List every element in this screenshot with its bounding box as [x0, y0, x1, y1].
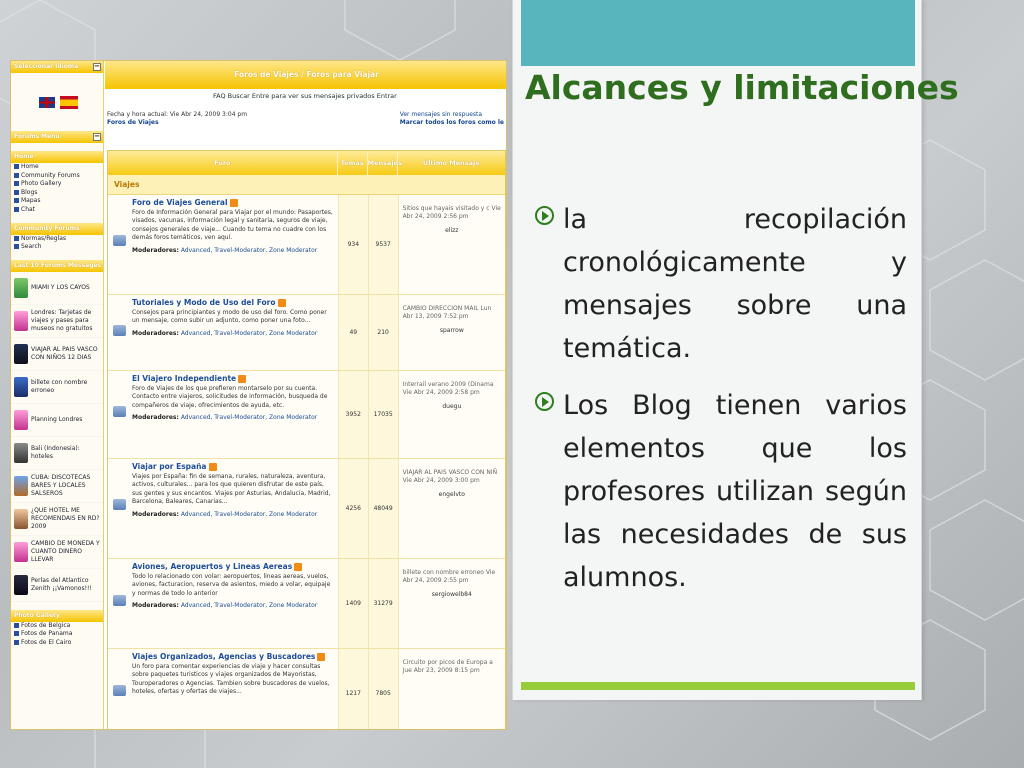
- rss-icon[interactable]: [238, 375, 246, 383]
- last-post-user[interactable]: duegu: [442, 403, 462, 410]
- menu-heading: [11, 131, 103, 143]
- sidebar-item-community-forums[interactable]: [11, 172, 103, 181]
- forum-moderators: [132, 602, 335, 609]
- sidebar-item-label: Fotos de El Cairo: [21, 638, 72, 646]
- bullet-icon: [14, 181, 19, 186]
- column-header-last-post: Último Mensaje: [422, 159, 480, 167]
- forum-screenshot: [10, 60, 507, 730]
- avatar: [14, 476, 28, 496]
- sidebar-item-label: Chat: [21, 205, 36, 213]
- last-post-text[interactable]: CAMBIO DIRECCION MAIL Lun Abr 13, 2009 7:52 pm: [402, 305, 492, 320]
- folder-icon: [113, 685, 126, 696]
- moderators-label: Moderadores:: [132, 414, 179, 422]
- forum-cell: [108, 295, 338, 370]
- bullet-item: [535, 384, 907, 599]
- list-item[interactable]: [11, 536, 103, 569]
- topics-count: 1409: [338, 559, 368, 648]
- moderators-list[interactable]: Advanced, Travel-Moderator, Zone Moderator: [180, 414, 318, 422]
- last-post-text[interactable]: Interrail verano 2009 (Dinama Vie Abr 24, 2009 2:58 pm: [402, 381, 494, 396]
- list-item[interactable]: [11, 371, 103, 404]
- list-item[interactable]: [11, 404, 103, 437]
- last-post-cell: [398, 459, 505, 558]
- sidebar-item-label: Search: [21, 243, 42, 251]
- bullet-icon: [14, 623, 19, 628]
- recent-message-title: Perlas del Atlantico Zenith ¡¡Vamonos!!!: [31, 576, 92, 592]
- list-item[interactable]: [11, 569, 103, 602]
- forum-cell: [108, 459, 338, 558]
- moderators-list[interactable]: Advanced, Travel-Moderator, Zone Moderator: [180, 329, 318, 337]
- sidebar-item-normas[interactable]: [11, 235, 103, 244]
- arrow-bullet-icon: [535, 206, 554, 225]
- recent-messages-list: [11, 272, 103, 602]
- bullet-icon: [14, 236, 19, 241]
- forum-description: Foro de Información General para Viajar por el mundo: Pasaportes, visados, vacunas, información legal y sanitaria, seguros de viaje, consejos generales de viaje... Cuando tu tema no cuadre con los demás foros temáticos, ven aquí.: [132, 209, 333, 242]
- last-post-text[interactable]: VIAJAR AL PAIS VASCO CON NIÑ Vie Abr 24, 2009 3:00 pm: [402, 469, 498, 484]
- sidebar-item-photo-gallery[interactable]: [11, 180, 103, 189]
- forum-description: Consejos para principiantes y modo de uso del foro. Como poner un mensaje, como subir un adjunto, como poner una foto...: [132, 309, 327, 325]
- teal-accent-bar: [521, 0, 915, 66]
- rss-icon[interactable]: [209, 463, 217, 471]
- bullet-icon: [14, 190, 19, 195]
- last-post-user[interactable]: elizz: [445, 227, 459, 234]
- folder-icon: [113, 499, 126, 510]
- home-menu: [11, 163, 103, 215]
- recent-message-title: CUBA: DISCOTECAS BARES Y LOCALES SALSEROS: [31, 473, 91, 497]
- forum-title[interactable]: Foro de Viajes General: [132, 198, 228, 207]
- topics-count: 4256: [338, 459, 368, 558]
- sidebar-item-gallery[interactable]: [11, 622, 103, 631]
- folder-icon: [113, 406, 126, 417]
- sidebar-item-home[interactable]: [11, 163, 103, 172]
- posts-count: 210: [368, 295, 398, 370]
- unanswered-link[interactable]: Ver mensajes sin respuesta: [399, 111, 483, 118]
- bullet-icon: [14, 207, 19, 212]
- moderators-label: Moderadores:: [132, 329, 179, 337]
- table-row: [108, 295, 505, 371]
- bullet-icon: [14, 640, 19, 645]
- bullet-icon: [14, 244, 19, 249]
- table-header: [108, 151, 505, 175]
- sidebar-item-label: Normas/Reglas: [21, 234, 67, 242]
- green-accent-bar: [521, 682, 915, 690]
- bullet-list: [535, 198, 907, 613]
- last-post-cell: [398, 559, 505, 648]
- bullet-icon: [14, 164, 19, 169]
- table-row: [108, 371, 505, 459]
- spain-flag-icon[interactable]: [60, 96, 78, 109]
- forum-moderators: [132, 511, 335, 518]
- forum-nav-links[interactable]: FAQ Buscar Entre para ver sus mensajes privados Entrar: [213, 92, 397, 100]
- forum-cell: [108, 195, 338, 294]
- recent-message-title: Planning Londres: [31, 415, 83, 423]
- forum-title[interactable]: El Viajero Independiente: [132, 374, 237, 383]
- last-post-user[interactable]: sparrow: [439, 327, 464, 334]
- posts-count: 48049: [368, 459, 398, 558]
- recent-message-title: Bali (Indonesia): hoteles: [31, 444, 80, 460]
- recent-message-title: billete con nombre erroneo: [31, 378, 88, 394]
- rss-icon[interactable]: [230, 199, 238, 207]
- sidebar-item-blogs[interactable]: [11, 189, 103, 198]
- sidebar-item-search[interactable]: [11, 243, 103, 252]
- last-post-cell: [398, 195, 505, 294]
- category-row[interactable]: Viajes: [108, 175, 505, 195]
- arrow-bullet-icon: [535, 392, 554, 411]
- bullet-text: la recopilación cronológicamente y mensajes sobre una temática.: [563, 204, 907, 364]
- collapse-icon[interactable]: −: [94, 132, 100, 140]
- last-post-text[interactable]: Sitios que hayais visitado y c Vie Abr 24, 2009 2:56 pm: [402, 205, 501, 220]
- last-post-user[interactable]: engelvto: [438, 491, 465, 498]
- sidebar-item-gallery[interactable]: [11, 639, 103, 648]
- sidebar-item-label: Community Forums: [21, 171, 80, 179]
- forum-description: Viajes por España: fin de semana, rurales, naturaleza, aventura, activos, culturales... para los que quieren disfrutar de este país, sus gentes y sus encantos. Viajes por Asturias, Andalucia, Madrid, Barcelona, Baleares, Canarias...: [132, 473, 331, 506]
- recent-message-title: CAMBIO DE MONEDA Y CUANTO DINERO LLEVAR: [31, 539, 100, 563]
- table-row: [108, 649, 505, 730]
- list-item[interactable]: [11, 503, 103, 536]
- recent-message-title: ¿QUE HOTEL ME RECOMENDAIS EN RD? 2009: [31, 506, 100, 530]
- moderators-label: Moderadores:: [132, 602, 179, 610]
- posts-count: 9537: [368, 195, 398, 294]
- sidebar-item-label: Mapas: [21, 197, 41, 205]
- forum-table: [107, 150, 506, 730]
- mark-read-link[interactable]: Marcar todos los foros como le: [399, 119, 504, 126]
- language-heading-text: Seleccionar Idioma: [14, 63, 79, 70]
- recent-message-title: MIAMI Y LOS CAYOS: [31, 283, 90, 291]
- sidebar-item-label: Home: [21, 163, 39, 170]
- forum-main: [105, 61, 507, 730]
- rss-icon[interactable]: [294, 563, 302, 571]
- column-header-topics: Temas: [338, 151, 368, 175]
- sidebar-item-gallery[interactable]: [11, 630, 103, 639]
- avatar: [14, 344, 28, 364]
- last-post-user[interactable]: sergiowelb84: [431, 591, 472, 598]
- sidebar-item-mapas[interactable]: [11, 197, 103, 206]
- bullet-item: [535, 198, 907, 370]
- topics-count: 3952: [338, 371, 368, 458]
- table-row: [108, 459, 505, 559]
- sidebar-item-chat[interactable]: [11, 206, 103, 215]
- posts-count: 7805: [368, 649, 398, 730]
- avatar: [14, 443, 28, 463]
- avatar: [14, 410, 28, 430]
- forum-info-links: [400, 111, 504, 127]
- last-post-text[interactable]: Circuito por picos de Europa a Jue Abr 23, 2009 8:15 pm: [402, 659, 493, 674]
- rss-icon[interactable]: [317, 653, 325, 661]
- uk-flag-icon[interactable]: [38, 96, 56, 109]
- posts-count: 17035: [368, 371, 398, 458]
- folder-icon: [113, 235, 126, 246]
- moderators-list[interactable]: Advanced, Travel-Moderator, Zone Moderator: [180, 602, 318, 610]
- forum-description: Un foro para comentar experiencias de viaje y hacer consultas sobre paquetes turisticos y viajes organizados de Mayoristas, Touroperadores o Agencias. Tambien sobre buscadores de vuelos, hoteles, ofertas y ofertas de viajes...: [132, 663, 330, 696]
- last-post-cell: [398, 649, 505, 730]
- avatar: [14, 509, 28, 529]
- gallery-heading: Photo Gallery: [11, 610, 103, 622]
- folder-icon: [113, 325, 126, 336]
- folder-icon: [113, 595, 126, 606]
- forum-cell: [108, 649, 338, 730]
- bullet-text: Los Blog tienen varios elementos que los profesores utilizan según las necesidades de sus alumnos.: [563, 390, 907, 593]
- topics-count: 1217: [338, 649, 368, 730]
- list-item[interactable]: [11, 338, 103, 371]
- list-item[interactable]: [11, 470, 103, 503]
- forum-title[interactable]: Viajes Organizados, Agencias y Buscadores: [132, 652, 316, 661]
- current-datetime: Fecha y hora actual: Vie Abr 24, 2009 3:04 pm: [107, 111, 248, 118]
- moderators-list[interactable]: Advanced, Travel-Moderator, Zone Moderator: [180, 246, 318, 254]
- forum-cell: [108, 371, 338, 458]
- last-post-cell: [398, 295, 505, 370]
- forum-header-title: Foros de Viajes / Foros para Viajar: [105, 61, 507, 89]
- table-row: [108, 559, 505, 649]
- forum-cell: [108, 559, 338, 648]
- moderators-label: Moderadores:: [132, 246, 179, 254]
- list-item[interactable]: [11, 305, 103, 338]
- list-item[interactable]: [11, 437, 103, 470]
- list-item[interactable]: [11, 272, 103, 305]
- forum-description: Foro de Viajes de los que prefieren montarselo por su cuenta. Contacto entre viajeros, solicitudes de información, busqueda de compañeros de viaje, ofrecimientos de ayuda, etc.: [132, 385, 328, 409]
- topics-count: 49: [338, 295, 368, 370]
- avatar: [14, 542, 28, 562]
- last-post-cell: [398, 371, 505, 458]
- sidebar-item-label: Fotos de Panama: [21, 630, 73, 638]
- rss-icon[interactable]: [278, 299, 286, 307]
- avatar: [14, 575, 28, 595]
- recent-message-title: Londres: Tarjetas de viajes y pases para museos no gratuitos: [31, 308, 93, 332]
- menu-heading-text: Forums Menu: [14, 133, 60, 140]
- avatar: [14, 377, 28, 397]
- forum-info: [107, 111, 247, 127]
- language-heading: [11, 61, 103, 73]
- forum-title[interactable]: Viajar por España: [132, 462, 207, 471]
- recent-message-title: VIAJAR AL PAIS VASCO CON NIÑOS 12 DIAS: [31, 345, 98, 361]
- sidebar-item-label: Blogs: [21, 188, 38, 196]
- column-header-posts: Mensajes: [368, 151, 398, 175]
- breadcrumb[interactable]: Foros de Viajes: [107, 119, 159, 126]
- language-flags: [11, 73, 103, 131]
- sidebar-item-label: Fotos de Belgica: [21, 621, 71, 629]
- forum-title[interactable]: Tutoriales y Modo de Uso del Foro: [132, 298, 276, 307]
- moderators-list[interactable]: Advanced, Travel-Moderator, Zone Moderator: [180, 510, 318, 518]
- sidebar-item-label: Photo Gallery: [21, 180, 62, 188]
- bullet-icon: [14, 631, 19, 636]
- avatar: [14, 278, 28, 298]
- moderators-label: Moderadores:: [132, 510, 179, 518]
- forum-moderators: [132, 330, 335, 337]
- topics-count: 934: [338, 195, 368, 294]
- collapse-icon[interactable]: −: [94, 62, 100, 70]
- bullet-icon: [14, 173, 19, 178]
- community-heading: Community Forums: [11, 223, 103, 235]
- last-post-text[interactable]: billete con nombre erroneo Vie Abr 24, 2009 2:55 pm: [402, 569, 496, 584]
- home-heading: Home: [11, 151, 103, 163]
- slide-title: Alcances y limitaciones: [525, 68, 959, 107]
- recent-heading: Last 10 Forums Messages: [11, 260, 103, 272]
- bullet-icon: [14, 198, 19, 203]
- forum-moderators: [132, 414, 335, 421]
- posts-count: 31279: [368, 559, 398, 648]
- forum-moderators: [132, 247, 335, 254]
- table-row: [108, 195, 505, 295]
- forum-sidebar: [11, 61, 104, 730]
- forum-title[interactable]: Aviones, Aeropuertos y Lineas Aereas: [132, 562, 293, 571]
- column-header-forum: Foro: [108, 151, 338, 175]
- forum-description: Todo lo relacionado con volar: aeropuertos, lineas aereas, vuelos, aviones, facturacion, reserva de asientos, miedo a volar, equipaje y normas de todo lo anterior: [132, 573, 331, 597]
- avatar: [14, 311, 28, 331]
